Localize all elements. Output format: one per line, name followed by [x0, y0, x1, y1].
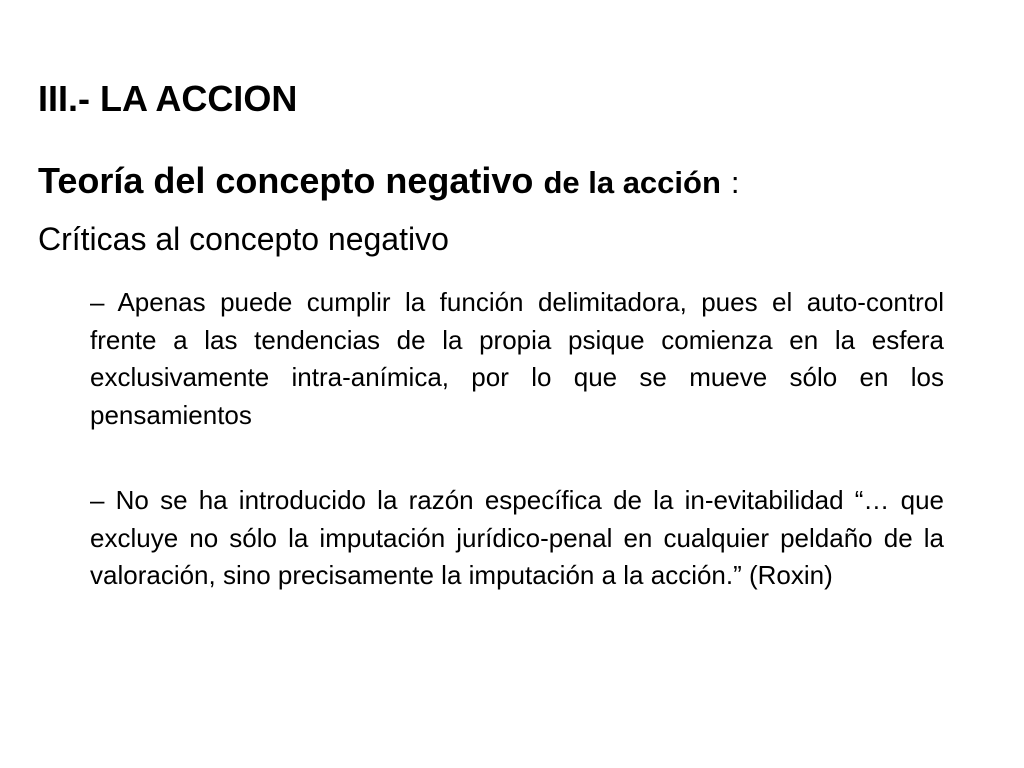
title-part-secondary: de la acción	[543, 165, 721, 200]
critique-point-1: – Apenas puede cumplir la función delimitadora, pues el auto-control frente a las tendencias de la propia psique comienza en la esfera exclusivamente intra-anímica, por lo que se mueve sólo en los pensamientos	[90, 287, 944, 430]
slide-subtitle: Críticas al concepto negativo	[38, 221, 449, 257]
title-part-main: Teoría del concepto negativo	[38, 160, 534, 201]
critique-point-2: – No se ha introducido la razón específica de la in-evitabilidad “… que excluye no sólo la imputación jurídico-penal en cualquier peldaño de la valoración, sino precisamente la imputación a la acción.” (Roxin)	[90, 485, 944, 590]
slide-title	[38, 158, 740, 206]
section-heading: III.- LA ACCION	[38, 78, 298, 119]
title-colon: :	[730, 165, 740, 200]
